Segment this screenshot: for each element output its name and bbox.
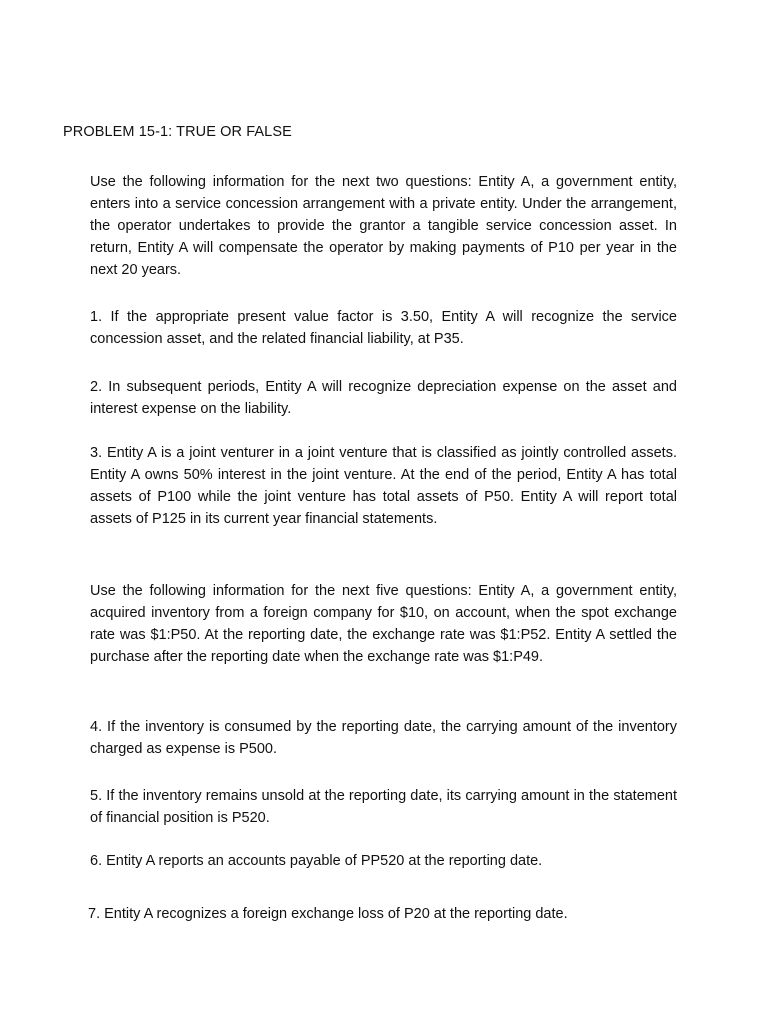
intro-paragraph-service-concession: Use the following information for the next two questions: Entity A, a government entity, enters into a service concession arrangement with a private entity. Under the arrangement, the operator undertakes to provide the grantor a tangible service concession asset. In return, Entity A will compensate the operator by making payments of P10 per year in the next 20 years.: [90, 174, 677, 278]
question-4: 4. If the inventory is consumed by the reporting date, the carrying amount of the inventory charged as expense is P500.: [90, 719, 677, 757]
question-7: 7. Entity A recognizes a foreign exchange loss of P20 at the reporting date.: [88, 906, 568, 922]
question-6: 6. Entity A reports an accounts payable of PP520 at the reporting date.: [90, 853, 543, 869]
problem-title: PROBLEM 15-1: TRUE OR FALSE: [63, 124, 292, 140]
question-2: 2. In subsequent periods, Entity A will recognize depreciation expense on the asset and interest expense on the liability.: [90, 379, 677, 417]
question-1: 1. If the appropriate present value factor is 3.50, Entity A will recognize the service concession asset, and the related financial liability, at P35.: [90, 309, 677, 347]
intro-paragraph-foreign-exchange: Use the following information for the next five questions: Entity A, a government entity, acquired inventory from a foreign company for $10, on account, when the spot exchange rate was $1:P50. At the reporting date, the exchange rate was $1:P52. Entity A settled the purchase after the reporting date when the exchange rate was $1:P49.: [90, 583, 677, 665]
question-5: 5. If the inventory remains unsold at the reporting date, its carrying amount in the statement of financial position is P520.: [90, 788, 677, 826]
question-3: 3. Entity A is a joint venturer in a joint venture that is classified as jointly controlled assets. Entity A owns 50% interest in the joint venture. At the end of the period, Entity A has total assets of P100 while the joint venture has total assets of P50. Entity A will report total assets of P125 in its current year financial statements.: [90, 445, 677, 527]
